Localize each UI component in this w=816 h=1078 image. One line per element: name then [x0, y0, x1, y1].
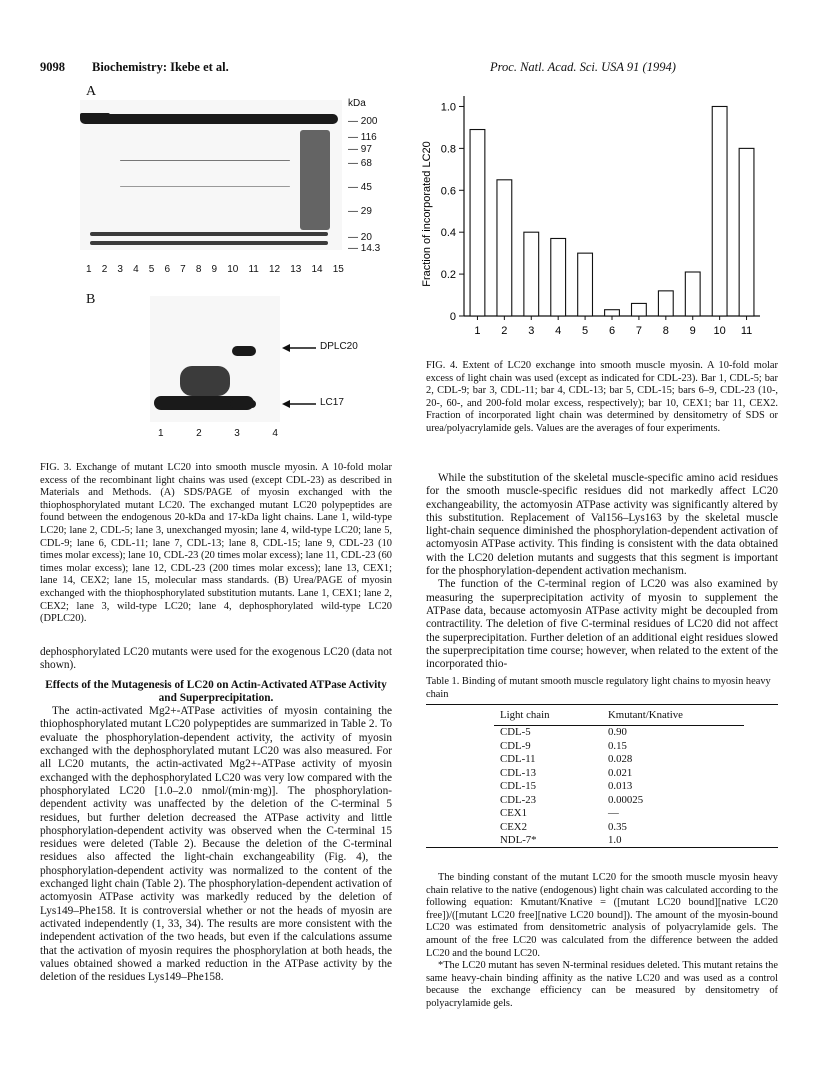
- lane-numbers-a: [86, 264, 344, 275]
- mw-marker: — 200: [348, 116, 378, 127]
- y-axis-label: Fraction of incorporated LC20: [421, 141, 433, 287]
- table1-footnote: [426, 872, 778, 1011]
- journal-reference: Proc. Natl. Acad. Sci. USA 91 (1994): [490, 60, 676, 74]
- lane-numbers-b: [158, 428, 278, 439]
- bar-1: [470, 130, 485, 316]
- table-row: [494, 820, 744, 834]
- mw-marker: — 116: [348, 132, 377, 143]
- table-cell: CEX1: [500, 807, 527, 820]
- y-tick-label: 0.4: [440, 227, 456, 240]
- mw-marker: — 68: [348, 158, 372, 169]
- page-number: 9098: [40, 60, 65, 74]
- section-heading: Effects of the Mutagenesis of LC20 on Actin-Activated ATPase Activity and Superprecipitation.: [45, 678, 387, 704]
- table-cell: CDL-11: [500, 753, 536, 766]
- table-row: [494, 834, 744, 848]
- fig4-bar-chart: [418, 84, 778, 346]
- table-cell: 0.021: [608, 766, 633, 779]
- bar-4: [551, 238, 566, 316]
- lane-number: 11: [248, 264, 259, 275]
- y-tick-label: 0: [449, 311, 456, 323]
- band-arrows: [280, 336, 320, 426]
- fig3-gel-a: [80, 100, 342, 250]
- mw-marker: — 14.3: [348, 243, 381, 254]
- x-tick-label: 7: [635, 325, 642, 337]
- bar-3: [524, 232, 539, 316]
- table-cell: 1.0: [608, 834, 622, 847]
- lane-number: 3: [234, 428, 240, 439]
- mw-marker: — 29: [348, 206, 372, 217]
- table-cell: CDL-23: [500, 793, 536, 806]
- bar-8: [658, 291, 673, 316]
- table-row: [494, 780, 744, 794]
- fig4-caption: FIG. 4. Extent of LC20 exchange into smooth muscle myosin. A 10-fold molar excess of light chain was used (except as indicated for CDL-23). Bar 1, CDL-5; bar 2, CDL-9; bar 3, CDL-11; bar 4, CDL-13; bar 5, CDL-15; bars 6–9, CDL-23 (10-, 20-, 60-, and 200-fold molar excess, respectively); bar 10, CEX1; bar 11, CEX2. Fraction of incorporated light chain was determined by densitometry of SDS or urea/polyacrylamide gels. Values are the averages of four experiments.: [426, 360, 778, 434]
- paragraph: The actin-activated Mg2+-ATPase activities of myosin containing the thiophosphorylated mutant LC20 polypeptides are summarized in Table 2. To evaluate the phosphorylation-dependent activity, the activity of myosin exchanged with the dephosphorylated mutant LC20 was also measured. For all LC20 mutants, the actin-activated Mg2+-ATPase activity of myosin exchanged with the dephosphorylated LC20 was very low compared with the phosphorylated LC20 [1.0–2.0 nmol/(min·mg)]. The phosphorylation-dependent activity was unaffected by the deletion of the C-terminal 5 residues, but further deletion decreased the ATPase activity and little phosphorylation-dependent activity was observed when the C-terminal 15 residues were deleted (Table 2). Because the deletion of the C-terminal residues also affected the light-chain exchangeability (Fig. 4), the phosphorylation-dependent activity was normalized to the content of the exchanged light chain (Table 2). The phosphorylation-dependent activation of actomyosin ATPase activity was markedly reduced by the deletion of Lys149–Phe158. It is controversial whether or not the heads of myosin are activated independently (1, 33, 34). The results are more consistent with the independent activation of the two heads, but even if the calculations assume that the activation of myosin requires the phosphorylation at both heads, the values obtained showed a marked reduction in the ATPase activity by the deletion of the residues Lys149–Phe158.: [40, 705, 392, 984]
- x-tick-label: 9: [689, 325, 696, 337]
- col-header: Kmutant/Knative: [608, 708, 683, 721]
- lane-number: 1: [86, 264, 92, 275]
- x-tick-label: 1: [474, 325, 481, 337]
- bar-11: [739, 148, 754, 316]
- table-cell: NDL-7*: [500, 834, 537, 847]
- x-tick-label: 5: [582, 325, 589, 337]
- mw-marker: — 20: [348, 232, 372, 243]
- lane-number: 3: [117, 264, 123, 275]
- lane-number: 5: [148, 264, 155, 275]
- x-tick-label: 4: [555, 325, 562, 337]
- fig3-gel-b: [150, 296, 280, 422]
- bar-5: [578, 253, 593, 316]
- lane-number: 7: [180, 264, 186, 275]
- lane-number: 14: [311, 264, 323, 275]
- fig3-panel-a-label: A: [86, 84, 97, 99]
- bar-10: [712, 106, 727, 316]
- table-row: [494, 766, 744, 780]
- lc17-label: LC17: [320, 397, 344, 408]
- y-tick-label: 0.2: [440, 269, 456, 282]
- y-tick-label: 1.0: [440, 101, 456, 114]
- x-tick-label: 8: [662, 325, 669, 337]
- lane-number: 1: [158, 428, 164, 439]
- table-cell: 0.90: [608, 726, 627, 739]
- lane-number: 6: [164, 264, 170, 275]
- footnote-ndl7: *The LC20 mutant has seven N-terminal residues deleted. This mutant retains the same heavy-chain binding affinity as the native LC20 and was used as a control because the exchange efficiency can be measured by densitometry of polyacrylamide gels.: [426, 960, 778, 1009]
- lane-number: 13: [290, 264, 302, 275]
- y-tick-label: 0.6: [440, 185, 456, 198]
- paragraph: dephosphorylated LC20 mutants were used for the exogenous LC20 (data not shown).: [40, 646, 392, 672]
- lane-number: 2: [101, 264, 108, 275]
- lane-number: 4: [272, 428, 278, 439]
- table-cell: 0.35: [608, 820, 627, 833]
- table-cell: —: [608, 807, 619, 820]
- table-cell: CDL-15: [500, 780, 536, 793]
- table-cell: CDL-9: [500, 739, 531, 752]
- lane-number: 8: [195, 264, 202, 275]
- left-body-text: [40, 646, 392, 984]
- bar-7: [632, 303, 647, 316]
- table-row: [494, 807, 744, 821]
- mw-marker: — 97: [348, 144, 372, 155]
- table1-title: Table 1. Binding of mutant smooth muscle regulatory light chains to myosin heavy chain: [426, 676, 771, 700]
- lane-number: 12: [268, 264, 281, 275]
- table-cell: 0.15: [608, 739, 627, 752]
- fig3-caption: FIG. 3. Exchange of mutant LC20 into smooth muscle myosin. A 10-fold molar excess of the recombinant light chains was used (except CDL-23) as described in Materials and Methods. (A) SDS/PAGE of myosin exchanged with the thiophosphorylated mutant LC20. The exchanged mutant LC20 polypeptides are found between the endogenous 20-kDa and 17-kDa light chains. Lane 1, wild-type LC20; lane 2, CDL-5; lane 3, unexchanged myosin; lane 4, wild-type LC20; lane 5, CDL-9; lane 6, CDL-11; lane 7, CDL-13; lane 8, CDL-15; lane 9, CDL-23 (10 times molar excess); lane 10, CDL-23 (20 times molar excess); lane 11, CDL-23 (60 times molar excess); lane 12, CDL-23 (200 times molar excess); lane 13, CEX1; lane 14, CEX2; lane 15, molecular mass standards. (B) Urea/PAGE of myosin exchanged with the thiophosphorylated substitution mutants. Lane 1, CEX1; lane 2, CEX2; lane 3, wild-type LC20; lane 4, dephosphorylated wild-type LC20 (DPLC20).: [40, 462, 392, 625]
- lane-number: 4: [133, 264, 139, 275]
- footnote-equation: The binding constant of the mutant LC20 for the smooth muscle myosin heavy chain relative to the native (endogenous) light chain was calculated according to the following equation: Kmutant/Knative = ([mutant LC20 bound][native LC20 free])/([mutant LC20 free][native LC20 bound]). The amount of the myosin-bound LC20 was estimated from densitometric analysis of polyacrylamide gels. The amount of the free LC20 was calculated from the difference between the added LC20 and the bound LC20.: [426, 872, 778, 959]
- y-tick-label: 0.8: [440, 143, 456, 156]
- table1: [426, 704, 778, 848]
- table-row: [494, 739, 744, 753]
- right-body-text: [426, 472, 778, 671]
- fig3-panel-b-label: B: [86, 292, 96, 307]
- lane-number: 9: [211, 264, 218, 275]
- bar-9: [685, 272, 700, 316]
- table-row: [494, 793, 744, 807]
- table-cell: CDL-5: [500, 726, 531, 739]
- table-cell: 0.00025: [608, 793, 644, 806]
- x-tick-label: 10: [713, 325, 726, 337]
- x-tick-label: 6: [608, 325, 616, 337]
- lane-number: 2: [196, 428, 202, 439]
- x-tick-label: 3: [528, 325, 535, 337]
- paragraph: The function of the C-terminal region of LC20 was also examined by measuring the superprecipitation activity of myosin to supplement the ATPase data, because actomyosin ATPase activity might be decoupled from contractility. The deletion of five C-terminal residues of LC20 did not affect the superprecipitation. Further deletion of an additional eight residues slowed the superprecipitation time course; however, when related to the extent of the incorporated thio-: [426, 578, 778, 671]
- bar-2: [497, 180, 512, 316]
- mw-marker: — 45: [348, 182, 372, 193]
- table-row: [494, 725, 744, 739]
- journal-section: Biochemistry: Ikebe et al.: [92, 60, 229, 74]
- x-tick-label: 11: [740, 325, 753, 337]
- table-cell: CEX2: [500, 820, 527, 833]
- kda-label: kDa: [348, 98, 366, 109]
- table-row: [494, 753, 744, 767]
- table-cell: 0.013: [608, 780, 633, 793]
- paragraph: While the substitution of the skeletal muscle-specific amino acid residues for the smooth muscle-specific residues did not markedly affect LC20 exchangeability, the actomyosin ATPase activity was significantly altered by this substitution. Replacement of Val156–Lys163 by the skeletal muscle light-chain sequence diminished the phosphorylation-dependent activation of actomyosin ATPase activity. This finding is consistent with the data obtained with the LC20 deletion mutants and suggests that this segment is important for the phosphorylation-dependent activation mechanism.: [426, 472, 778, 578]
- col-header: Light chain: [500, 708, 550, 721]
- bar-6: [605, 310, 620, 316]
- x-tick-label: 2: [501, 325, 508, 337]
- table-cell: CDL-13: [500, 766, 536, 779]
- lane-number: 15: [332, 264, 344, 275]
- dplc20-label: DPLC20: [320, 341, 358, 352]
- lane-number: 10: [227, 264, 239, 275]
- table-cell: 0.028: [608, 753, 633, 766]
